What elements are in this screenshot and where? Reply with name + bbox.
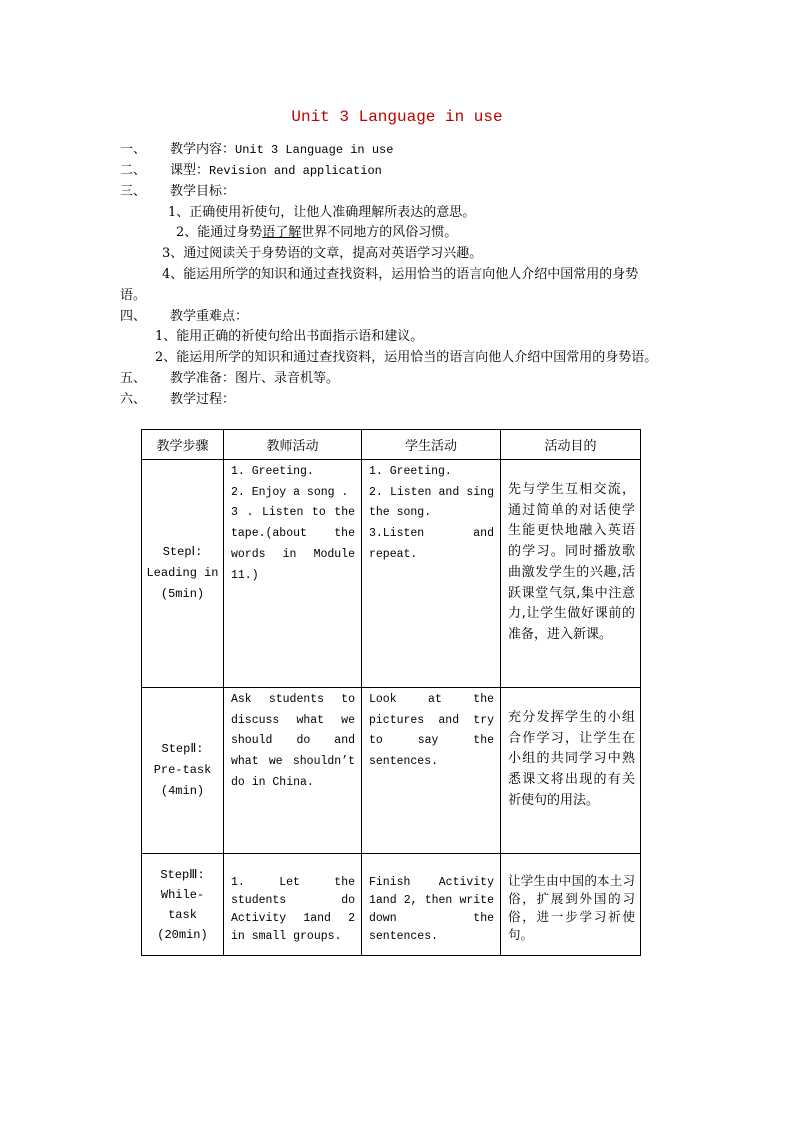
- teacher-activity-cell: [224, 688, 362, 854]
- student-activity: Finish Activity 1and 2, then write down the sentences.: [369, 876, 494, 943]
- student-activity-cell: [362, 460, 501, 688]
- item-label: 教学重难点：: [170, 309, 249, 324]
- item-process: [120, 391, 235, 409]
- item-content: [120, 141, 393, 159]
- item-number: 六、: [120, 392, 147, 407]
- step-label: StepⅢ:: [160, 867, 205, 882]
- table-row: [142, 688, 641, 854]
- step-label: StepⅠ:: [162, 545, 203, 559]
- step-duration: (5min): [160, 587, 205, 601]
- table-row: [142, 854, 641, 956]
- item-value: Revision and application: [209, 164, 382, 178]
- goal-2: [176, 224, 457, 242]
- header-step: 教学步骤: [142, 430, 224, 460]
- table-row: [142, 460, 641, 688]
- teacher-activity: 1. Greeting.: [231, 465, 314, 478]
- item-number: 四、: [120, 309, 147, 324]
- step-name: Pre-task: [153, 763, 212, 777]
- step-cell: [142, 460, 224, 688]
- step-name: Leading in: [146, 566, 219, 580]
- goal-1: 1、正确使用祈使句，让他人准确理解所表达的意思。: [168, 205, 476, 220]
- item-number: 二、: [120, 163, 147, 178]
- item-label: 教学过程：: [170, 392, 236, 407]
- step-name: task: [168, 907, 197, 922]
- item-value: Unit 3 Language in use: [235, 143, 394, 157]
- item-number: 三、: [120, 184, 147, 199]
- key-point-2: 2、能运用所学的知识和通过查找资料，运用恰当的语言向他人介绍中国常用的身势语。: [155, 350, 658, 365]
- step-cell: [142, 688, 224, 854]
- teaching-process-table: [141, 429, 641, 956]
- item-lesson-type: [120, 162, 382, 180]
- step-duration: (20min): [157, 927, 208, 942]
- item-label: 教学目标：: [170, 184, 236, 199]
- student-activity: 3.Listen and repeat.: [369, 527, 494, 561]
- student-activity: 1. Greeting.: [369, 465, 452, 478]
- goal-2-part: 2、能通过身势: [176, 225, 263, 240]
- step-name: While-: [160, 887, 205, 902]
- teacher-activity: 3 . Listen to the tape.(about the words in Module 11.): [231, 506, 355, 582]
- item-number: 一、: [120, 142, 147, 157]
- goal-4-continued: 语。: [120, 288, 147, 303]
- item-objectives: [120, 183, 235, 201]
- teacher-activity: 1. Let the students do Activity 1and 2 in small groups.: [231, 876, 355, 943]
- goal-4: 4、能运用所学的知识和通过查找资料，运用恰当的语言向他人介绍中国常用的身势: [162, 267, 639, 282]
- student-activity: 2. Listen and sing the song.: [369, 485, 494, 520]
- item-preparation: [120, 370, 339, 388]
- step-cell: [142, 854, 224, 956]
- header-purpose: 活动目的: [501, 430, 641, 460]
- document-title: Unit 3 Language in use: [291, 108, 503, 126]
- item-number: 五、: [120, 371, 147, 386]
- purpose-cell: 让学生由中国的本土习俗，扩展到外国的习俗，进一步学习祈使句。: [501, 854, 641, 956]
- student-activity: Look at the pictures and try to say the sentences.: [369, 693, 494, 769]
- header-teacher: 教师活动: [224, 430, 362, 460]
- teacher-activity-cell: [224, 854, 362, 956]
- item-label: 课型：: [170, 163, 210, 178]
- goal-2-underlined: 语了解: [262, 225, 302, 240]
- item-label: 教学内容：: [170, 142, 236, 157]
- purpose-cell: 先与学生互相交流，通过简单的对话使学生能更快地融入英语的学习。同时播放歌曲激发学生的兴趣,活跃课堂气氛,集中注意力,让学生做好课前的准备，进入新课。: [501, 460, 641, 688]
- step-label: StepⅡ:: [161, 742, 204, 756]
- item-label: 教学准备：: [170, 371, 236, 386]
- step-duration: (4min): [160, 784, 205, 798]
- teacher-activity: 2. Enjoy a song .: [231, 485, 349, 499]
- student-activity-cell: [362, 854, 501, 956]
- key-point-1: 1、能用正确的祈使句给出书面指示语和建议。: [155, 329, 424, 344]
- student-activity-cell: [362, 688, 501, 854]
- header-student: 学生活动: [362, 430, 501, 460]
- goal-2-part: 世界不同地方的风俗习惯。: [301, 225, 458, 240]
- item-value: 图片、录音机等。: [235, 371, 340, 386]
- teacher-activity: Ask students to discuss what we should do and what we shouldn’t do in China.: [231, 693, 355, 789]
- table-header-row: [142, 430, 641, 460]
- teacher-activity-cell: [224, 460, 362, 688]
- goal-3: 3、通过阅读关于身势语的文章，提高对英语学习兴趣。: [162, 246, 483, 261]
- purpose-cell: 充分发挥学生的小组合作学习，让学生在小组的共同学习中熟悉课文将出现的有关祈使句的用法。: [501, 688, 641, 854]
- item-key-points: [120, 308, 248, 326]
